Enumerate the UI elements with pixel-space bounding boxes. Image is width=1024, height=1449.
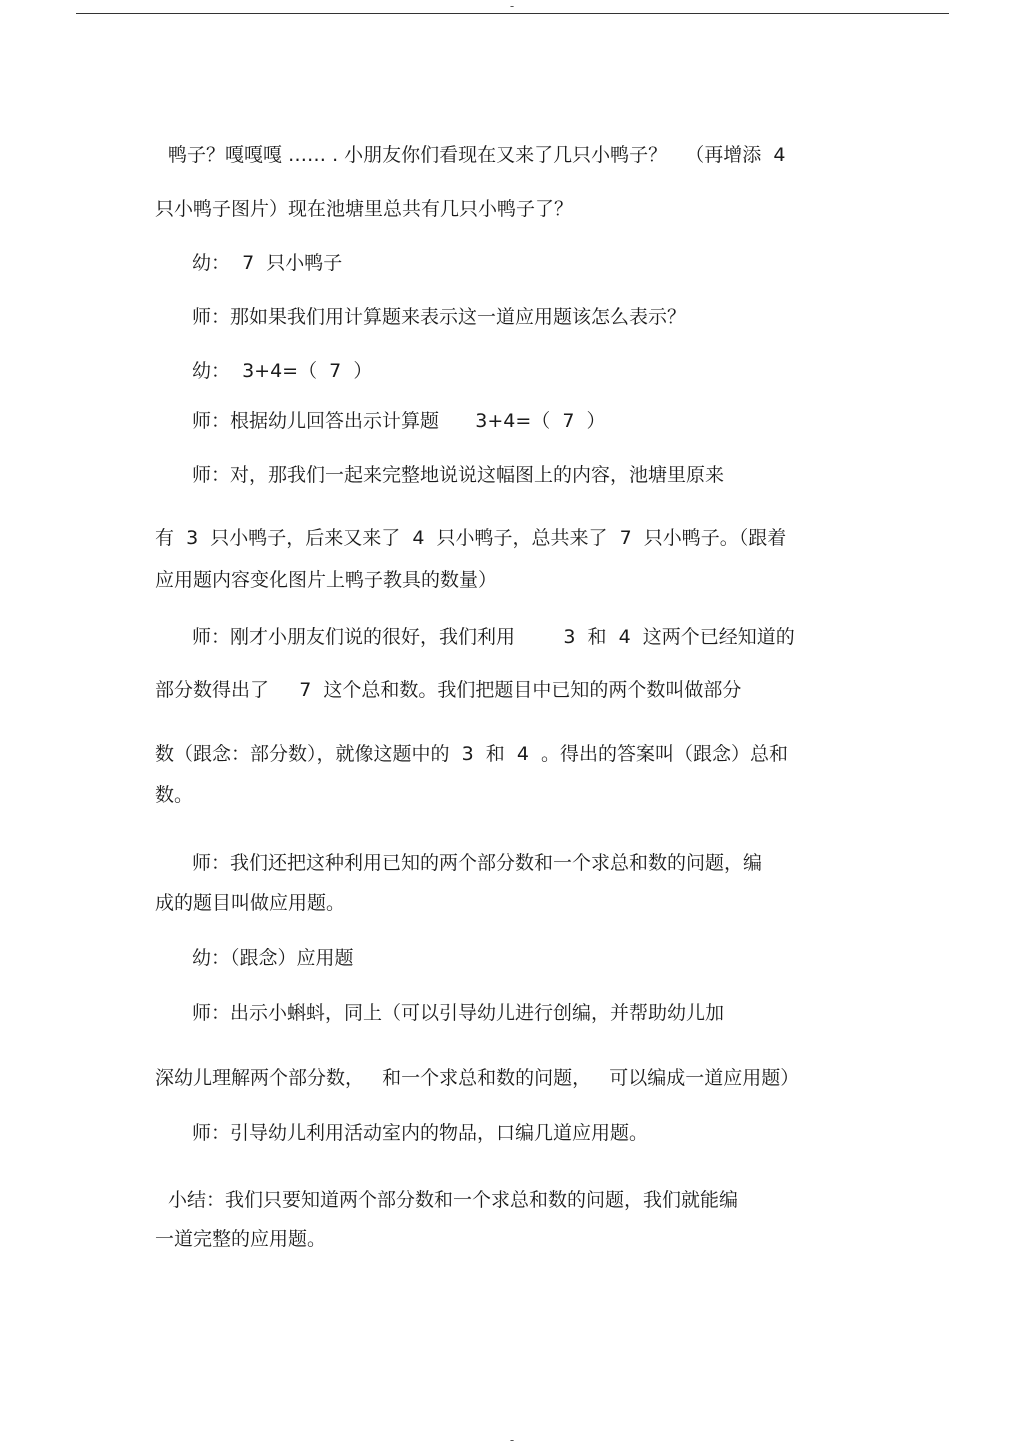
page-footer-mark: -	[509, 1433, 515, 1447]
text-line: 部分数得出了 7 这个总和数。我们把题目中已知的两个数叫做部分	[155, 679, 742, 701]
text-line: 成的题目叫做应用题。	[155, 892, 346, 914]
text-line: 师：出示小蝌蚪，同上（可以引导幼儿进行创编，并帮助幼儿加	[192, 1002, 725, 1024]
text-line: 师：引导幼儿利用活动室内的物品，口编几道应用题。	[192, 1122, 649, 1144]
text-line: 幼： 3+4=（ 7 ）	[192, 360, 373, 382]
text-line: 师：刚才小朋友们说的很好，我们利用 3 和 4 这两个已经知道的	[192, 626, 795, 648]
text-line: 数（跟念：部分数），就像这题中的 3 和 4 。得出的答案叫（跟念）总和	[155, 743, 788, 765]
text-line: 师：根据幼儿回答出示计算题 3+4=（ 7 ）	[192, 410, 606, 432]
page-header-mark: -	[509, 0, 515, 13]
header-rule	[76, 13, 949, 14]
text-line: 深幼儿理解两个部分数， 和一个求总和数的问题， 可以编成一道应用题）	[155, 1067, 800, 1089]
text-line: 数。	[155, 784, 194, 806]
text-line: 应用题内容变化图片上鸭子教具的数量）	[155, 569, 498, 591]
text-line: 有 3 只小鸭子，后来又来了 4 只小鸭子，总共来了 7 只小鸭子。（跟着	[155, 527, 787, 549]
text-line: 幼： 7 只小鸭子	[192, 252, 343, 274]
text-line: 师：我们还把这种利用已知的两个部分数和一个求总和数的问题，编	[192, 852, 763, 874]
text-line: 师：那如果我们用计算题来表示这一道应用题该怎么表示？	[192, 306, 687, 328]
text-line: 一道完整的应用题。	[155, 1228, 327, 1250]
text-line: 鸭子？嘎嘎嘎 …… . 小朋友你们看现在又来了几只小鸭子？ （再增添 4	[168, 144, 786, 166]
text-line: 幼：（跟念）应用题	[192, 947, 354, 969]
text-line: 师：对，那我们一起来完整地说说这幅图上的内容，池塘里原来	[192, 464, 725, 486]
text-line: 只小鸭子图片）现在池塘里总共有几只小鸭子了？	[155, 198, 574, 220]
text-line: 小结：我们只要知道两个部分数和一个求总和数的问题，我们就能编	[168, 1189, 739, 1211]
